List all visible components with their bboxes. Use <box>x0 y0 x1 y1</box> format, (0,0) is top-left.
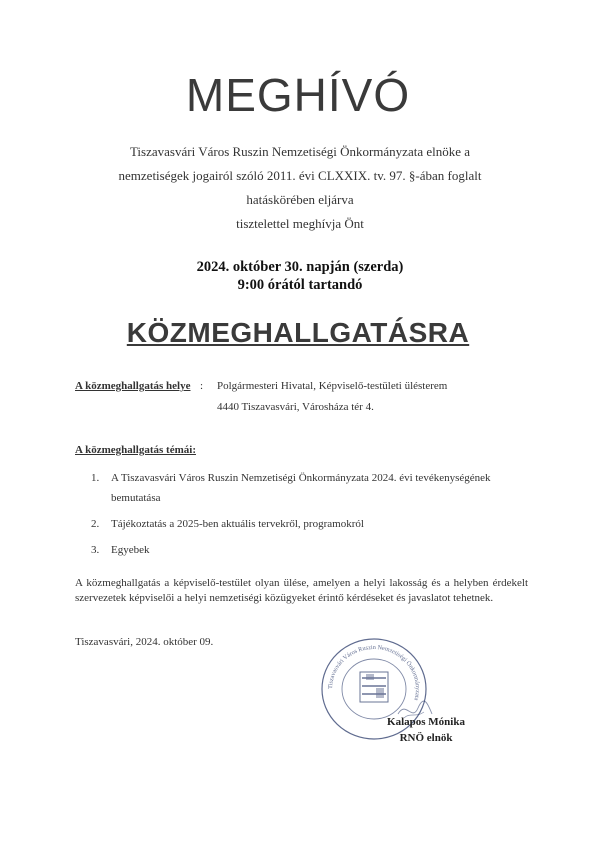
topic-number: 1. <box>91 472 100 484</box>
intro-line: Tiszavasvári Város Ruszin Nemzetiségi Önkormányzata elnöke a <box>129 144 471 159</box>
location-line-2: 4440 Tiszavasvári, Városháza tér 4. <box>217 401 374 413</box>
location-colon: : <box>200 380 204 392</box>
topic-item <box>75 468 535 508</box>
closing-paragraph: A közmeghallgatás a képviselő-testület olyan ülése, amelyen a helyi lakosság és a helyben érdekelt szervezetek képviselői a helyi nemzetiségi közügyeket érintő kérdéseket és javaslatot tehetnek. <box>75 577 528 604</box>
intro-paragraph <box>60 140 540 236</box>
event-date-line: 2024. október 30. napján (szerda) <box>196 259 404 275</box>
topics-list <box>75 468 535 566</box>
signatory-name: Kalapos Mónika <box>387 716 465 728</box>
place-and-date: Tiszavasvári, 2024. október 09. <box>75 636 214 648</box>
intro-line: hatáskörében eljárva <box>246 192 354 207</box>
topic-number: 3. <box>91 544 100 556</box>
topic-text: Tájékoztatás a 2025-ben aktuális tervekről, programokról <box>111 518 364 530</box>
signatory-title: RNÖ elnök <box>399 732 453 744</box>
intro-line: tisztelettel meghívja Önt <box>236 216 364 231</box>
intro-line: nemzetiségek jogairól szóló 2011. évi CLXXIX. tv. 97. §-ában foglalt <box>118 168 482 183</box>
topic-number: 2. <box>91 518 100 530</box>
topic-text: Egyebek <box>111 544 150 556</box>
topic-text: A Tiszavasvári Város Ruszin Nemzetiségi Önkormányzata 2024. évi tevékenységének bemutatása <box>111 472 491 504</box>
stamp-ring-text: Tiszavasvári Város Ruszin Nemzetiségi Önkormányzata <box>326 643 422 702</box>
topic-item <box>75 514 535 534</box>
topics-label: A közmeghallgatás témái: <box>75 444 196 456</box>
document-title: MEGHÍVÓ <box>185 69 411 121</box>
coat-of-arms-icon <box>360 672 388 702</box>
location-label-text: A közmeghallgatás helye <box>75 380 191 392</box>
svg-text:Tiszavasvári Város Ruszin Nemz <box>327 644 421 702</box>
event-time-line: 9:00 órától tartandó <box>237 277 363 293</box>
event-date <box>60 258 540 294</box>
location-line-1: Polgármesteri Hivatal, Képviselő-testületi ülésterem <box>217 380 448 392</box>
location-label <box>75 380 191 392</box>
event-subject: KÖZMEGHALLGATÁSRA <box>126 317 470 348</box>
topic-item <box>75 540 535 560</box>
